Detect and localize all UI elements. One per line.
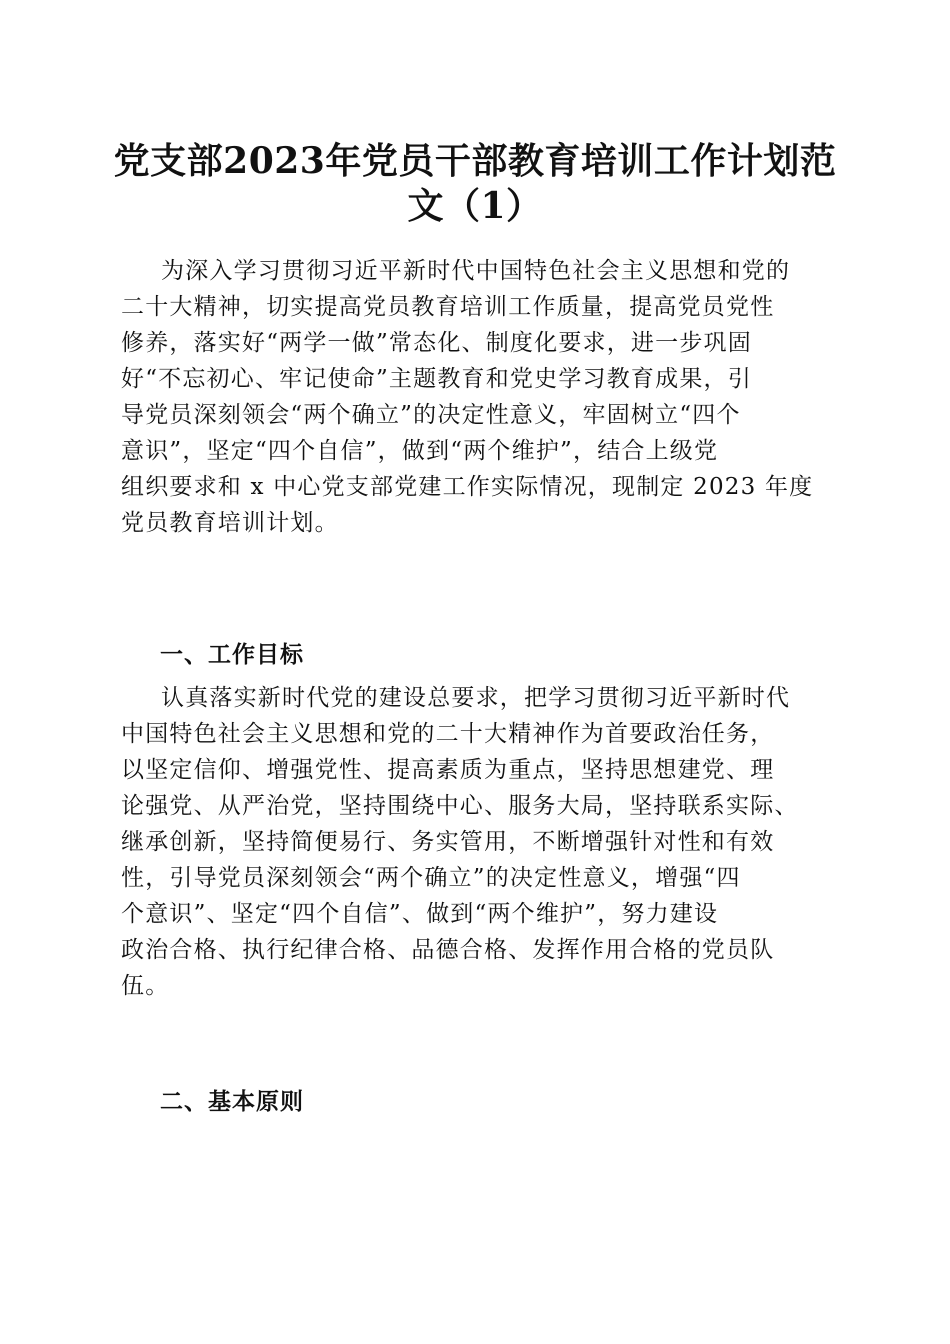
paragraph-line: 性，引导党员深刻领会“两个确立”的决定性意义，增强“四 (121, 865, 741, 891)
paragraph-line: 二十大精神，切实提高党员教育培训工作质量，提高党员党性 (121, 294, 775, 320)
paragraph-line: 意识”，坚定“四个自信”，做到“两个维护”，结合上级党 (121, 438, 719, 464)
paragraph-line: 为深入学习贯彻习近平新时代中国特色社会主义思想和党的 (161, 258, 791, 284)
paragraph-line: 好“不忘初心、牢记使命”主题教育和党史学习教育成果，引 (121, 366, 752, 392)
paragraph-line: 组织要求和 x 中心党支部党建工作实际情况，现制定 2023 年度 (121, 474, 814, 500)
section-heading-principles: 二、基本原则 (160, 1089, 304, 1115)
paragraph-line: 认真落实新时代党的建设总要求，把学习贯彻习近平新时代 (161, 685, 791, 711)
document-title-line-1: 党支部2023年党员干部教育培训工作计划范 (113, 140, 837, 182)
paragraph-line: 继承创新，坚持简便易行、务实管用，不断增强针对性和有效 (121, 829, 775, 855)
paragraph-line: 论强党、从严治党，坚持围绕中心、服务大局，坚持联系实际、 (121, 793, 799, 819)
paragraph-goals (121, 680, 841, 1004)
paragraph-line: 修养，落实好“两学一做”常态化、制度化要求，进一步巩固 (121, 330, 752, 356)
paragraph-line: 伍。 (121, 973, 170, 999)
paragraph-line: 导党员深刻领会“两个确立”的决定性意义，牢固树立“四个 (121, 402, 741, 428)
paragraph-line: 党员教育培训计划。 (121, 510, 339, 536)
paragraph-line: 中国特色社会主义思想和党的二十大精神作为首要政治任务， (121, 721, 775, 747)
document-title-line-2: 文（1） (407, 185, 543, 227)
paragraph-intro (121, 253, 841, 541)
section-heading-goals: 一、工作目标 (160, 642, 304, 668)
paragraph-line: 政治合格、执行纪律合格、品德合格、发挥作用合格的党员队 (121, 937, 775, 963)
paragraph-line: 个意识”、坚定“四个自信”、做到“两个维护”，努力建设 (121, 901, 719, 927)
paragraph-line: 以坚定信仰、增强党性、提高素质为重点，坚持思想建党、理 (121, 757, 775, 783)
